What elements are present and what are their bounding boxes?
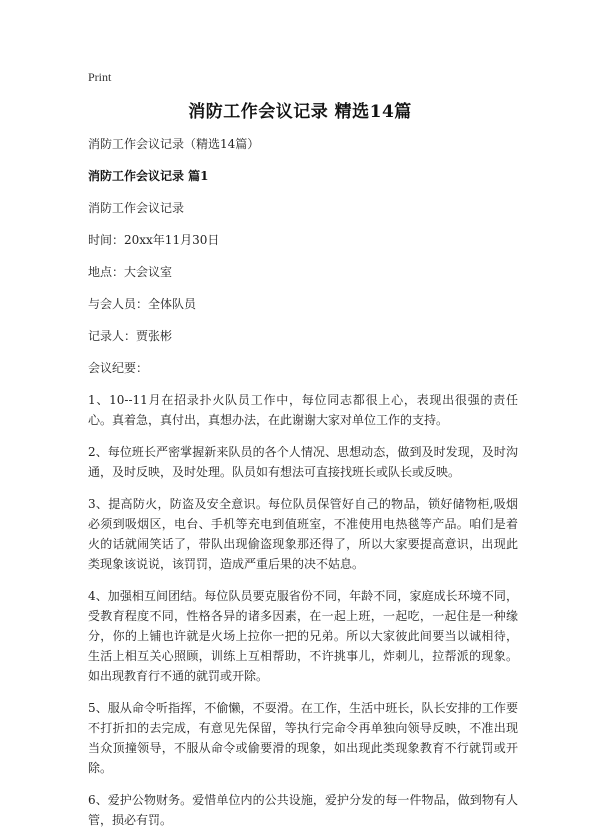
meeting-time: 时间：20xx年11月30日 — [88, 233, 220, 247]
summary-item-2: 2、每位班长严密掌握新来队员的各个人情况、思想动态，做到及时发现，及时沟通，及时反映，及时处理。队员如有想法可直接找班长或队长或反映。 — [88, 445, 518, 479]
summary-item-5: 5、服从命令听指挥，不偷懒，不耍滑。在工作，生活中班长，队长安排的工作要不打折扣的去完成，有意见先保留，等执行完命令再单独向领导反映，不准出现当众顶撞领导，不服从命令或偷要滑的现象，如出现此类现象教育不行就罚或开除。 — [88, 701, 518, 775]
summary-label: 会议纪要： — [88, 361, 149, 375]
print-link[interactable]: Print — [88, 70, 112, 84]
section-title: 消防工作会议记录 — [88, 201, 185, 215]
summary-item-1: 1、10--11月在招录扑火队员工作中，每位同志都很上心，表现出很强的责任心。真着急，真付出，真想办法，在此谢谢大家对单位工作的支持。 — [88, 393, 518, 427]
document-body — [88, 134, 518, 830]
document-subtitle: 消防工作会议记录（精选14篇） — [88, 137, 260, 151]
meeting-attendees: 与会人员：全体队员 — [88, 297, 197, 311]
summary-item-4: 4、加强相互间团结。每位队员要克服省份不同，年龄不同，家庭成长环境不同，受教育程度不同，性格各异的诸多因素，在一起上班，一起吃，一起住是一种缘分，你的上铺也许就是火场上拉你一把的兄弟。所以大家彼此间要当以诚相待，生活上相互关心照顾，训练上互相帮助，不许挑事儿，炸刺儿，拉帮派的现象。如出现教育行不通的就罚或开除。 — [88, 589, 518, 683]
summary-item-3: 3、提高防火，防盗及安全意识。每位队员保管好自己的物品，锁好储物柜,吸烟必须到吸烟区，电台、手机等充电到值班室，不准使用电热毯等产品。咱们是着火的话就闹笑话了，带队出现偷盗现象那还得了，所以大家要提高意识，出现此类现象该说说，该罚罚，造成严重后果的决不姑息。 — [88, 497, 518, 571]
meeting-place: 地点：大会议室 — [88, 265, 173, 279]
document-title: 消防工作会议记录 精选14篇 — [188, 102, 412, 122]
meeting-recorder: 记录人：贾张彬 — [88, 329, 173, 343]
summary-item-6: 6、爱护公物财务。爱惜单位内的公共设施，爱护分发的每一件物品，做到物有人管，损必有罚。 — [88, 793, 518, 827]
section-heading: 消防工作会议记录 篇1 — [88, 169, 209, 183]
